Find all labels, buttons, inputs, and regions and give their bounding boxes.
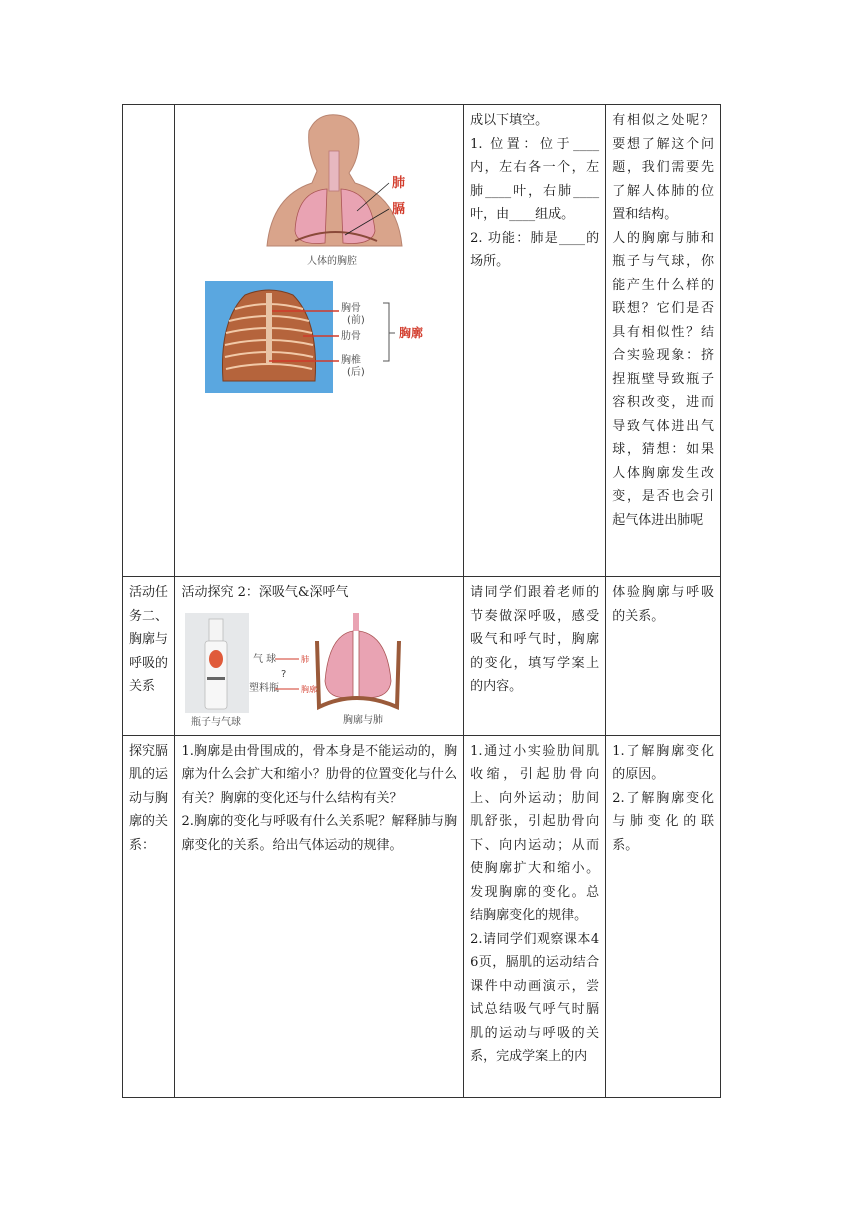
task-cell: 探究膈肌的运动与胸廓的关系：	[123, 735, 175, 1097]
teacher-cell: 请同学们跟着老师的节奏做深呼吸，感受吸气和呼气时，胸廓的变化，填写学案上的内容。	[464, 577, 606, 735]
teacher-line: 成以下填空。	[470, 113, 549, 128]
ribcage-figure	[205, 281, 445, 393]
label-back: (后)	[347, 367, 366, 378]
table-row	[123, 735, 721, 1097]
task-cell-empty	[123, 105, 175, 577]
label-rib: 肋骨	[341, 331, 362, 342]
label-balloon: 气 球	[253, 653, 277, 665]
intent-line: 人的胸廓与肺和瓶子与气球，你能产生什么样的联想？它们是否具有相似性？结合实验现象：挤捏瓶壁导致瓶子容积改变，进而导致气体进出气球，猜想：如果人体胸廓发生改变，是否也会引起气体进出肺呢	[612, 230, 714, 528]
content-cell	[175, 735, 464, 1097]
label-diaphragm: 膈	[392, 202, 406, 217]
caption-bottle: 瓶子与气球	[191, 716, 242, 728]
label-question: ?	[281, 668, 287, 680]
label-lung: 肺	[392, 176, 406, 191]
activity-title: 活动探究 2：深吸气&深呼气	[181, 585, 349, 601]
label-thorax-2: 胸廓	[301, 684, 318, 694]
lesson-table	[122, 104, 721, 1098]
table-row	[123, 105, 721, 577]
label-plastic-bottle: 塑料瓶	[249, 682, 280, 694]
intent-cell	[606, 735, 721, 1097]
bottle-balloon-figure	[183, 611, 433, 729]
table-row	[123, 577, 721, 735]
caption-thorax-lung: 胸廓与肺	[343, 714, 384, 726]
chest-cavity-figure	[237, 111, 417, 271]
teacher-line: 2.请同学们观察课本46页，膈肌的运动结合课件中动画演示，尝试总结吸气呼气时膈肌的运动与呼吸的关系，完成学案上的内	[470, 931, 600, 1065]
content-cell	[175, 577, 464, 735]
label-thorax: 胸廓	[399, 326, 424, 340]
teacher-cell	[464, 105, 606, 577]
label-front: (前)	[347, 315, 366, 326]
content-cell-figures	[175, 105, 464, 577]
intent-cell: 体验胸廓与呼吸的关系。	[606, 577, 721, 735]
intent-line: 有相似之处呢？要想了解这个问题，我们需要先了解人体肺的位置和结构。	[612, 113, 714, 222]
content-line: 1.胸廓是由骨围成的，骨本身是不能运动的，胸廓为什么会扩大和缩小？肋骨的位置变化与什么有关？胸廓的变化还与什么结构有关？	[181, 743, 458, 806]
intent-line: 1.了解胸廓变化的原因。	[612, 743, 714, 783]
content-line: 2.胸廓的变化与呼吸有什么关系呢？解释肺与胸廓变化的关系。给出气体运动的规律。	[181, 814, 458, 853]
label-spine: 胸椎	[341, 355, 362, 366]
intent-cell	[606, 105, 721, 577]
task-cell: 活动任务二、胸廓与呼吸的关系	[123, 577, 175, 735]
teacher-line: 1. 位置：位于____内，左右各一个，左肺____叶，右肺____叶，由____组成。	[470, 136, 600, 222]
teacher-line: 2. 功能：肺是____的场所。	[470, 230, 600, 269]
chest-figure-caption: 人体的胸腔	[307, 256, 358, 267]
teacher-line: 1.通过小实验肋间肌收缩，引起肋骨向上、向外运动；肋间肌舒张，引起肋骨向下、向内运动；从而使胸廓扩大和缩小。发现胸廓的变化。总结胸廓变化的规律。	[470, 743, 600, 924]
teacher-cell	[464, 735, 606, 1097]
label-lung-2: 肺	[301, 654, 310, 664]
label-sternum: 胸骨	[341, 303, 362, 314]
intent-line: 2.了解胸廓变化与肺变化的联系。	[612, 790, 714, 853]
